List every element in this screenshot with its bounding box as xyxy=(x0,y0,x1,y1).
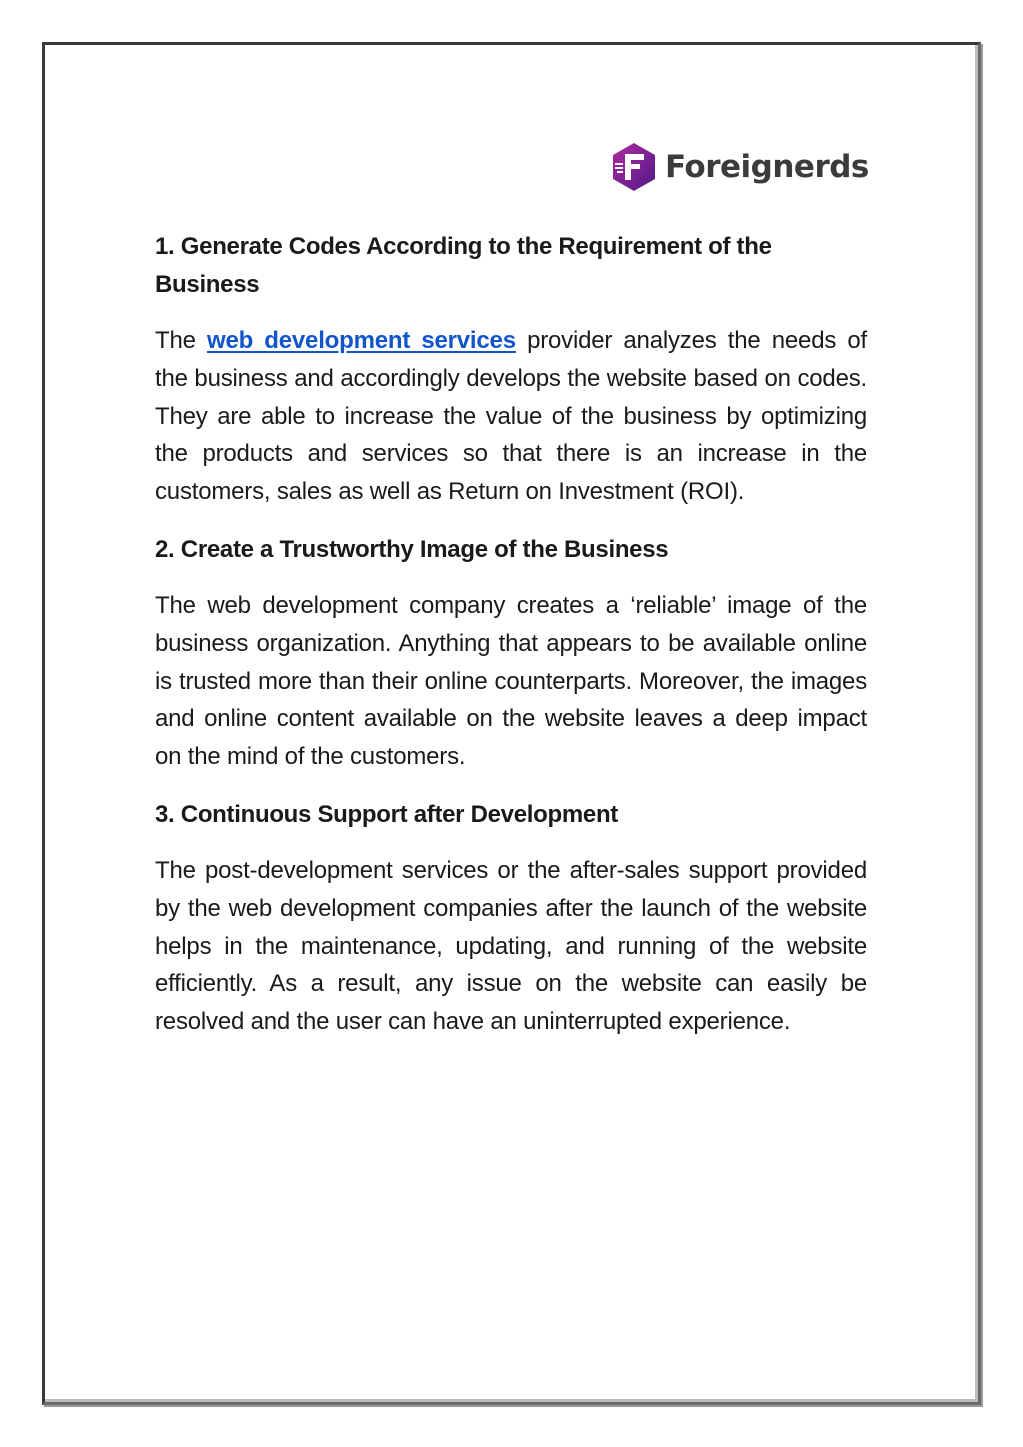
document-content xyxy=(155,228,867,1061)
logo-text: Foreignerds xyxy=(665,149,869,185)
section-2-paragraph: The web development company creates a ‘reliable’ image of the business organization. Anything that appears to be available online is trusted more than their online counterparts. Moreover, the images and online content available on the website leaves a deep impact on the mind of the customers. xyxy=(155,591,867,771)
section-2-heading: 2. Create a Trustworthy Image of the Business xyxy=(155,535,669,563)
web-development-services-link[interactable]: web development services xyxy=(206,327,516,354)
section-3-heading: 3. Continuous Support after Development xyxy=(155,800,618,828)
foreignerds-logo-icon xyxy=(611,142,657,192)
section-3-paragraph: The post-development services or the after-sales support provided by the web development companies after the launch of the website helps in the maintenance, updating, and running of the website efficiently. As a result, any issue on the website can easily be resolved and the user can have an uninterrupted experience. xyxy=(155,856,867,1036)
section-1-text-after-link: provider analyzes the needs of the business and accordingly develops the website based on codes. They are able to increase the value of the business by optimizing the products and services so that there is an increase in the customers, sales as well as Return on Investment (ROI). xyxy=(155,327,867,506)
section-1-heading: 1. Generate Codes According to the Requirement of the Business xyxy=(155,233,772,298)
section-1-text-before-link: The xyxy=(155,327,207,354)
brand-logo xyxy=(611,140,869,194)
section-1-paragraph xyxy=(155,322,867,511)
